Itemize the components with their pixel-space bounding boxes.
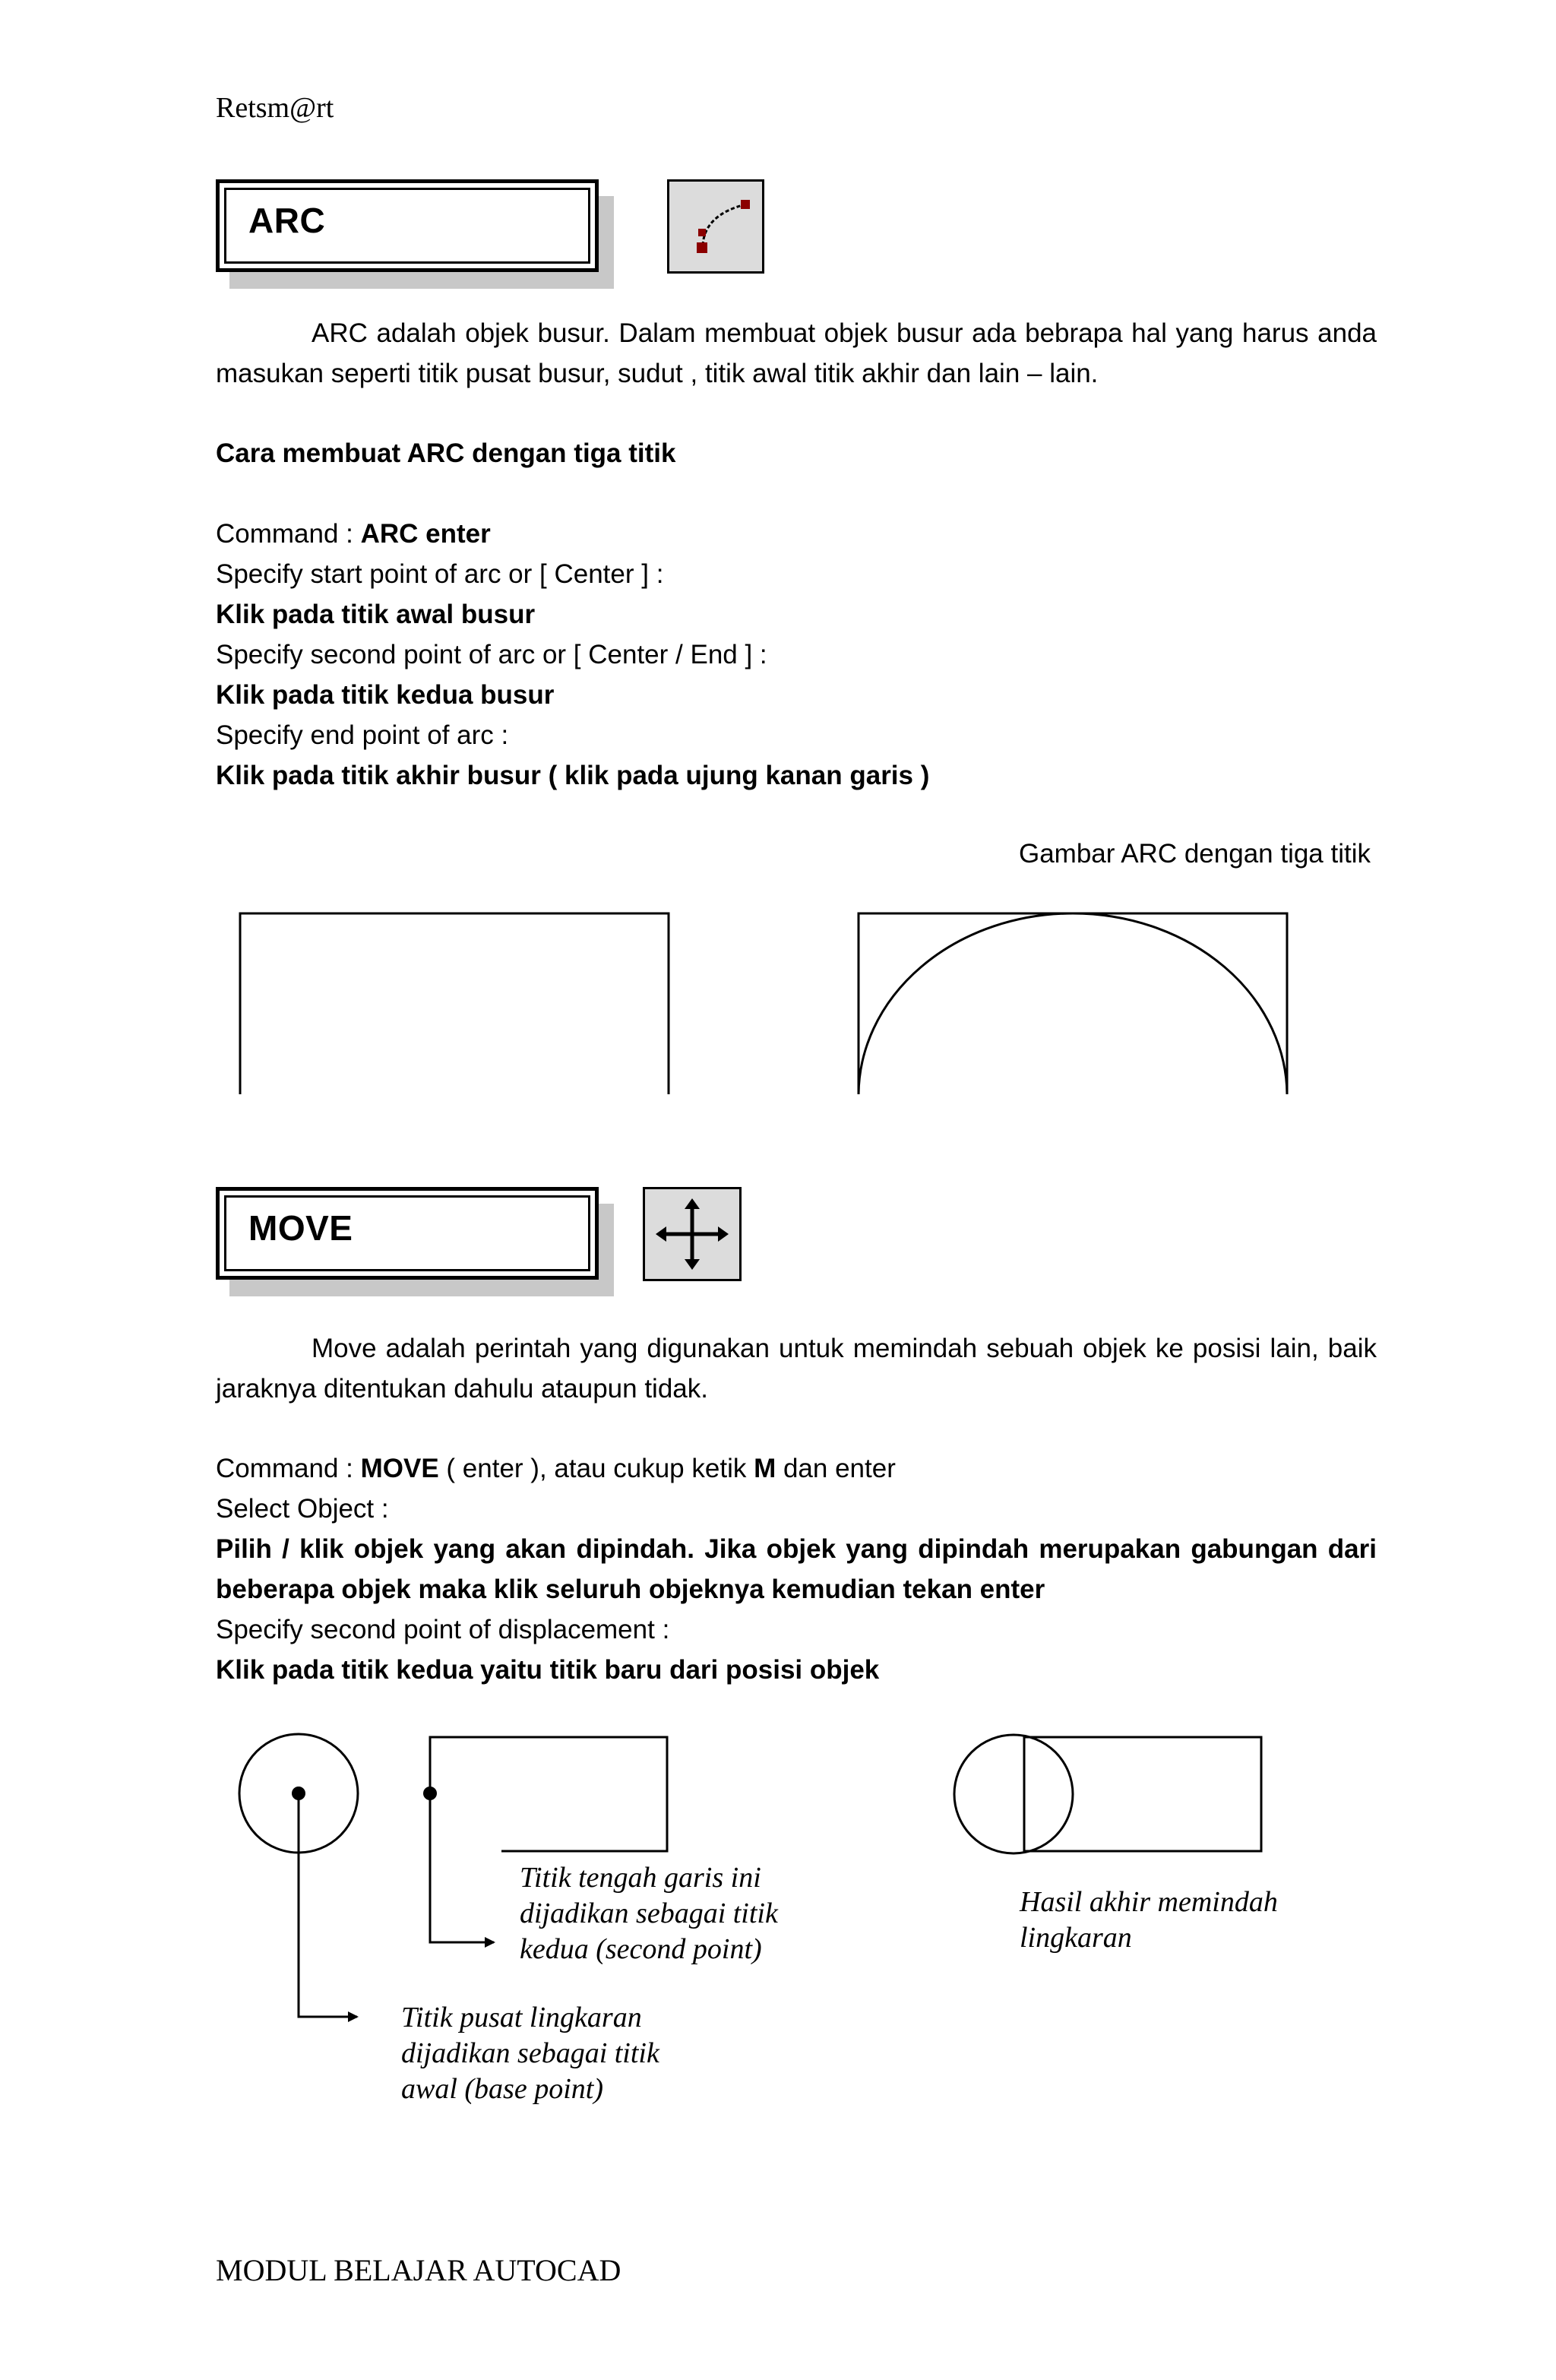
move-specify-instruction: Klik pada titik kedua yaitu titik baru dari posisi objek <box>216 1655 880 1685</box>
move-command-mid: ( enter ), atau cukup ketik <box>438 1454 754 1483</box>
arc-command-value: ARC enter <box>360 519 491 549</box>
move-command-line <box>216 1448 896 1489</box>
arc-step-6: Klik pada titik akhir busur ( klik pada ujung kanan garis ) <box>216 761 930 790</box>
note-result: Hasil akhir memindah lingkaran <box>1020 1886 1278 1954</box>
page-footer: MODUL BELAJAR AUTOCAD <box>216 2253 621 2287</box>
move-select-instruction: Pilih / klik objek yang akan dipindah. Jika objek yang dipindah merupakan gabungan dari beberapa objek maka klik seluruh objeknya kemudian tekan enter <box>216 1534 1377 1604</box>
page-header: Retsm@rt <box>216 92 334 124</box>
arc-step-1: Specify start point of arc or [ Center ] : <box>216 559 664 589</box>
arc-command-line <box>216 514 491 554</box>
arc-heading: Cara membuat ARC dengan tiga titik <box>216 438 676 468</box>
move-command-end: dan enter <box>776 1454 896 1483</box>
move-tool-icon <box>643 1187 742 1281</box>
arc-icon-glyph <box>669 182 762 271</box>
move-title-box <box>216 1187 599 1280</box>
move-specify-label: Specify second point of displacement : <box>216 1615 670 1644</box>
move-source-circle <box>239 1734 358 2017</box>
move-title: MOVE <box>248 1208 353 1248</box>
arc-title-box <box>216 179 599 272</box>
move-paragraph: Move adalah perintah yang digunakan untuk memindah sebuah objek ke posisi lain, baik jaraknya ditentukan dahulu ataupun tidak. <box>216 1334 1377 1404</box>
move-icon-glyph <box>645 1189 739 1279</box>
arc-after-figure <box>859 913 1287 1094</box>
arc-step-3: Specify second point of arc or [ Center / End ] : <box>216 640 767 669</box>
arc-step-2: Klik pada titik awal busur <box>216 600 536 629</box>
move-result-figure <box>954 1735 1261 1853</box>
move-command-value: MOVE <box>360 1454 439 1483</box>
arc-command-label: Command : <box>216 519 361 549</box>
arc-step-4: Klik pada titik kedua busur <box>216 680 555 710</box>
arc-figure <box>0 897 1556 1094</box>
move-command-key: M <box>754 1454 776 1483</box>
arc-tool-icon <box>667 179 764 274</box>
note-base-point: Titik pusat lingkaran dijadikan sebagai titik awal (base point) <box>401 2002 659 2105</box>
arc-paragraph: ARC adalah objek busur. Dalam membuat objek busur ada bebrapa hal yang harus anda masukan seperti titik pusat busur, sudut , titik awal titik akhir dan lain – lain. <box>216 318 1377 388</box>
arc-before-figure <box>240 913 669 1094</box>
move-command-label: Command : <box>216 1454 361 1483</box>
arc-title: ARC <box>248 201 326 240</box>
note-second-point: Titik tengah garis ini dijadikan sebagai titik kedua (second point) <box>520 1862 778 1965</box>
move-select-label: Select Object : <box>216 1494 389 1524</box>
arc-step-5: Specify end point of arc : <box>216 720 509 750</box>
arc-figure-caption: Gambar ARC dengan tiga titik <box>1018 839 1371 869</box>
